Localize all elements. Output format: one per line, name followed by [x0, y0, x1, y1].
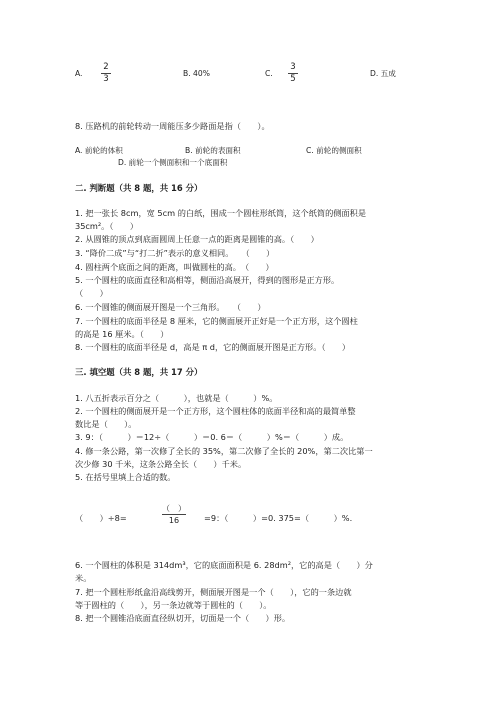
q8-stem: 8. 压路机的前轮转动一周能压多少路面是指（ ）。 — [75, 121, 270, 131]
q7-option-b: B. 40% — [183, 69, 210, 78]
fraction-denominator: 3 — [103, 74, 109, 84]
q7-option-c-fraction — [287, 63, 299, 84]
fraction-numerator: 2 — [103, 62, 109, 72]
question-line: （ ） — [75, 288, 108, 298]
fraction-numerator: 3 — [290, 62, 296, 72]
q8-option-c: C. 前轮的侧面积 — [306, 146, 362, 155]
question-line: 3. “降价二成”与“打二折”表示的意义相同。 （ ） — [75, 248, 275, 258]
question-line: 35cm²。（ ） — [75, 221, 139, 231]
equation-part: =9：（ ）=0. 375=（ ）%. — [204, 513, 353, 523]
question-line: 1. 把一张长 8cm，宽 5cm 的白纸，围成一个圆柱形纸筒，这个纸筒的侧面积是 — [75, 208, 367, 218]
q7-option-a-fraction — [100, 63, 112, 84]
q7-option-d: D. 五成 — [370, 69, 396, 78]
fraction-numerator: （ ） — [162, 504, 186, 513]
question-line: 1. 八五折表示百分之（ ），也就是（ ）%。 — [75, 393, 278, 403]
question-line: 7. 一个圆柱的底面半径是 8 厘米，它的侧面展开正好是一个正方形，这个圆柱 — [75, 316, 358, 326]
question-line: 7. 把一个圆柱形纸盒沿高线剪开，侧面展开图是一个（ ），它的一条边就 — [75, 587, 352, 597]
question-line: 等于圆柱的（ ），另一条边就等于圆柱的（ ）。 — [75, 600, 272, 610]
q5-fraction — [162, 504, 186, 525]
fraction-denominator: 5 — [290, 74, 296, 84]
fraction-denominator: 16 — [168, 516, 180, 525]
q8-option-a: A. 前轮的体积 — [75, 146, 123, 155]
question-line: 5. 一个圆柱的底面直径和高相等，侧面沿高展开，得到的图形是正方形。 — [75, 275, 340, 285]
question-line: 6. 一个圆柱的体积是 314dm³，它的底面面积是 6. 28dm²，它的高是（ ）分 — [75, 560, 373, 570]
q7-option-a-label: A. — [75, 69, 83, 78]
q7-option-c-label: C. — [265, 69, 273, 78]
question-line: 4. 圆柱两个底面之间的距离，叫做圆柱的高。 （ ） — [75, 262, 274, 272]
question-line: 6. 一个圆锥的侧面展开图是一个三角形。 （ ） — [75, 302, 266, 312]
question-line: 4. 修一条公路，第一次修了全长的 35%，第二次修了全长的 20%，第二次比第一 — [75, 446, 373, 456]
q8-option-b: B. 前轮的表面积 — [185, 146, 241, 155]
question-line: 2. 从圆锥的顶点到底面圆周上任意一点的距离是圆锥的高。（ ） — [75, 234, 319, 244]
question-line: 米。 — [75, 573, 92, 583]
question-line: 8. 把一个圆锥沿底面直径纵切开，切面是一个（ ）形。 — [75, 613, 291, 623]
fraction-bar — [162, 514, 186, 515]
question-line: 2. 一个圆柱的侧面展开是一个正方形，这个圆柱体的底面半径和高的最简单整 — [75, 406, 356, 416]
equation-part: （ ）÷8= — [75, 513, 127, 523]
question-line: 3. 9：（ ）＝12÷（ ）＝0. 6＝（ ）%＝（ ）成。 — [75, 432, 349, 442]
question-line: 5. 在括号里填上合适的数。 — [75, 472, 176, 482]
question-line: 数比是（ ）。 — [75, 419, 137, 429]
section-heading: 二. 判断题（共 8 题，共 16 分） — [75, 183, 203, 193]
question-line: 8. 一个圆柱的底面半径是 d，高是 π d，它的侧面展开图是正方形。（ ） — [75, 342, 351, 352]
section-heading: 三. 填空题（共 8 题，共 17 分） — [75, 367, 203, 377]
question-line: 次少修 30 千米，这条公路全长（ ）千米。 — [75, 459, 247, 469]
question-line: 的高是 16 厘米。（ ） — [75, 329, 169, 339]
q8-option-d: D. 前轮一个侧面积和一个底面积 — [118, 158, 228, 167]
